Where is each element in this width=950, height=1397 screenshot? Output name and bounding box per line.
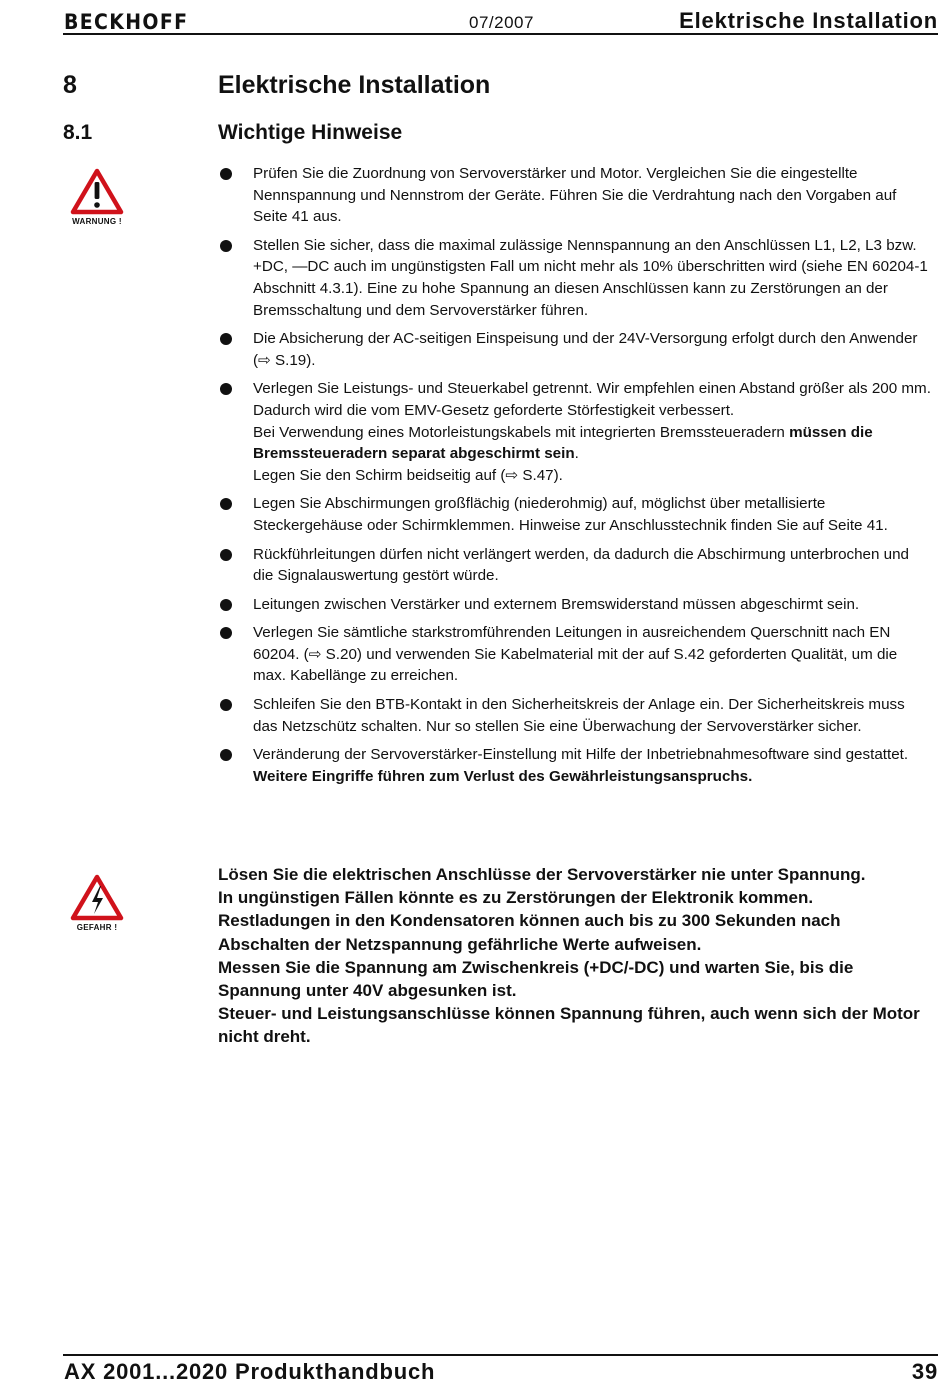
list-item: Legen Sie Abschirmungen großflächig (niederohmig) auf, möglichst über metallisierte Steckergehäuse oder Schirmklemmen. Hinweise zur Anschlusstechnik finden Sie auf Seite 41. [218,493,933,536]
danger-line: In ungünstigen Fällen könnte es zu Zerstörungen der Elektronik kommen. [218,888,814,908]
bullet-icon [220,549,232,561]
danger-line: Steuer- und Leistungsanschlüsse können Spannung führen, auch wenn sich der Motor nicht dreht. [218,1004,920,1047]
section-number: 8.1 [63,121,93,144]
brand-logo: BECKHOFF [64,10,189,34]
chapter-title: Elektrische Installation [218,71,491,99]
header-section-title: Elektrische Installation [679,8,938,33]
bullet-icon [220,383,232,395]
danger-label: GEFAHR ! [76,923,118,932]
bullet-icon [220,333,232,345]
danger-sign [65,874,129,932]
bullet-icon [220,168,232,180]
hints-list [218,163,933,794]
high-voltage-triangle-icon [70,874,124,922]
list-item: Leitungen zwischen Verstärker und externem Bremswiderstand müssen abgeschirmt sein. [218,594,933,616]
list-item: Schleifen Sie den BTB-Kontakt in den Sicherheitskreis der Anlage ein. Der Sicherheitskreis muss das Netzschütz schalten. Nur so stellen Sie eine Überwachung der Servoverstärker sicher. [218,694,933,737]
warning-triangle-icon [70,168,124,216]
list-item: Verlegen Sie sämtliche starkstromführenden Leitungen in ausreichendem Querschnitt nach EN 60204. (⇨ S.20) und verwenden Sie Kabelmaterial mit der auf S.42 geforderten Qualität, um die max. Kabellänge zu erreichen. [218,622,933,687]
section-title: Wichtige Hinweise [218,121,403,144]
list-item: Stellen Sie sicher, dass die maximal zulässige Nennspannung an den Anschlüssen L1, L2, L3 bzw. +DC, —DC auch im ungünstigsten Fall um nicht mehr als 10% überschritten wird (siehe EN 60204-1 Abschnitt 4.3.1). Eine zu hohe Spannung an diesen Anschlüssen kann zu Zerstörungen an der Bremsschaltung und dem Servoverstärker führen. [218,235,933,321]
danger-notice [218,863,933,1049]
chapter-number: 8 [63,71,77,99]
bullet-icon [220,749,232,761]
bullet-icon [220,627,232,639]
list-item: Veränderung der Servoverstärker-Einstellung mit Hilfe der Inbetriebnahmesoftware sind gestattet. Weitere Eingriffe führen zum Verlust des Gewährleistungsanspruchs. [218,744,933,787]
footer-rule [63,1354,938,1356]
list-item: Verlegen Sie Leistungs- und Steuerkabel getrennt. Wir empfehlen einen Abstand größer als 200 mm. Dadurch wird die vom EMV-Gesetz geforderte Störfestigkeit verbessert. Bei Verwendung eines Motorleistungskabels mit integrierten Bremssteueradern müssen die Bremssteueradern separat abgeschirmt sein. Legen Sie den Schirm beidseitig auf (⇨ S.47). [218,378,933,486]
bullet-icon [220,498,232,510]
danger-line: Restladungen in den Kondensatoren können auch bis zu 300 Sekunden nach Abschalten der Netzspannung gefährliche Werte aufweisen. [218,911,841,954]
warning-sign [65,168,129,226]
page-number: 39 [911,1359,938,1384]
bullet-icon [220,699,232,711]
header-date: 07/2007 [469,13,534,32]
header-rule [63,33,938,35]
warning-label: WARNUNG ! [72,217,122,226]
bullet-icon [220,599,232,611]
list-item: Prüfen Sie die Zuordnung von Servoverstärker und Motor. Vergleichen Sie die eingestellte Nennspannung und Nennstrom der Geräte. Führen Sie die Verdrahtung nach den Vorgaben auf Seite 41 aus. [218,163,933,228]
danger-line: Messen Sie die Spannung am Zwischenkreis (+DC/-DC) und warten Sie, bis die Spannung unter 40V abgesunken ist. [218,957,854,1001]
footer-manual-title: AX 2001...2020 Produkthandbuch [64,1359,436,1384]
list-item: Die Absicherung der AC-seitigen Einspeisung und der 24V-Versorgung erfolgt durch den Anwender (⇨ S.19). [218,328,933,371]
list-item: Rückführleitungen dürfen nicht verlängert werden, da dadurch die Abschirmung unterbrochen und die Signalauswertung gestört würde. [218,544,933,587]
bullet-icon [220,240,232,252]
danger-line: Lösen Sie die elektrischen Anschlüsse der Servoverstärker nie unter Spannung. [218,865,866,884]
